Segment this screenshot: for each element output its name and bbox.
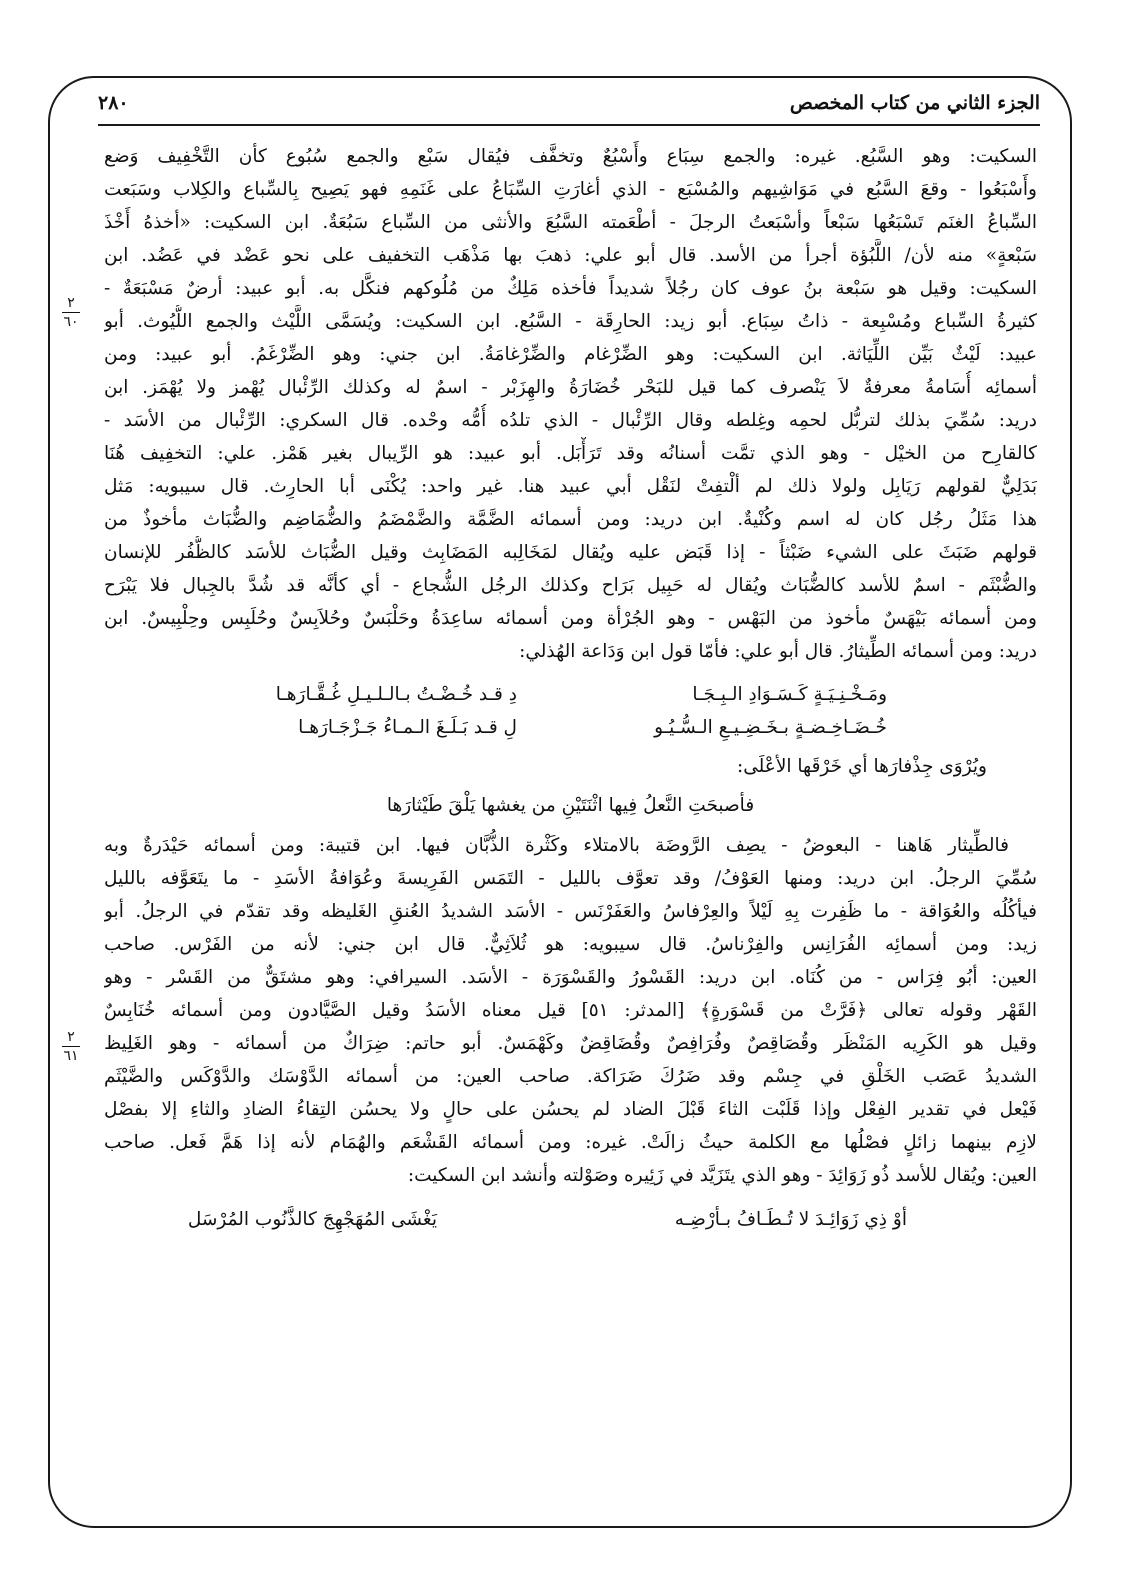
text-line: فالطِّيثار هَاهنا - البعوضُ - يصِف الرَّوضَة بالامتلاء وكَثْرة الذُّبَّان فيها. ابن قتيبة: ومن أسمائه حَيْدَرةٌ وبه [104, 835, 1009, 856]
text-line: فَيْعل في تقدير الفِعْل وإذا قَلَبْت الثاءَ قَبْلَ الضاد لم يحسُن على حالٍ ولا يحسُن التِقاءُ الضادِ والثاءِ إلا بفصْل [104, 1099, 1037, 1120]
margin-note: ٢ ٦١ [63, 1029, 79, 1064]
page-number: ٢٨٠ [98, 92, 129, 114]
text-line: زيد: ومن أسمائِه الفُرَانِس والفِرْناسُ. قال سيبويه: هو ثُلاَثِيٌّ. قال ابن جني: لأنه من الفَرْس. صاحب [104, 934, 1037, 955]
text-line: السِّباعُ الغنَم تَسْبَعُها سَبْعاً وأسْبَعتُ الرجلَ - أطْعَمته السَّبُعَ والأنثى من السِّباع سَبُعَةٌ. ابن السكيت: «أخذهُ أَخْذَ [104, 212, 1037, 233]
text-line: سُمِّيَ الرجلُ. ابن دريد: ومنها العَوْفُ/ وقد تعوَّف بالليل - التَمَس الفَرِيسةَ وعُوَافةُ الأسَدِ - ما يتَعَوَّفه بالليل [104, 868, 1037, 889]
text-line: الشديدُ عَصَب الخَلْقِ في جِسْم وقد ضَرُكَ ضَرَاكة. صاحب العين: من أسمائه الدَّوْسَك والدَّوْكَس والضَّيْثَم [104, 1066, 1037, 1087]
text-line: العين: ويُقال للأسد ذُو زَوَائِدَ - وهو الذي يتَزَيَّد في زَئِيره وصَوْلته وأنشد ابن السكيت: [407, 1165, 1037, 1186]
verse-hemistich: خُـضَـاخِـضـةٍ بـخَـضِـيـعِ الـسُّـيُـو [654, 717, 887, 738]
running-title: الجزء الثاني من كتاب المخصص [789, 92, 1040, 114]
text-line: القَهْر وقوله تعالى ﴿فَرَّتْ من قَسْوَرةٍ﴾ [المدثر: ٥١] قيل معناه الأسَدُ وقيل الصَّيَّادون ومن أسمائه خُنَابِسٌ [104, 1000, 1037, 1021]
text-line: عبيد: لَيْثٌ بَيِّن اللِّيَاثة. ابن السكيت: وهو الضِّرْغام والضِّرْغامَةُ. ابن جني: وهو الضِّرْغَمُ. أبو عبيد: ومن [104, 344, 1037, 365]
margin-note: ٢ ٦٠ [63, 295, 79, 330]
text-line: السكيت: وهو السَّبُع. غيره: والجمع سِبَاع وأَسْبُعٌ وتخفَّف فيُقال سَبْع والجمع سُبُوع كأن التَّخْفِيف وَضع [104, 146, 1037, 167]
page-header [98, 86, 1040, 126]
text-line: ويُرْوَى جِذْفارَها أي خَرْقَها الأعْلَى: [737, 756, 987, 777]
text-line: ومن أسمائه بَيْهَسٌ مأخوذ من البَهْس - وهو الجُرْأة ومن أسمائه ساعِدَةُ وحَلْبَسٌ وحُلاَبِسٌ وحُلَبِس وحِلْبِيسٌ. ابن [104, 608, 1037, 629]
page-body [104, 140, 1037, 1240]
text-line: فيأكُلُه والعُوَاقة - ما ظَفِرت بِهِ لَيْلاً والعِرْفاسُ والعَفَرْنَس - الأسَد الشديدُ العُنقِ الغَليظه وقد تقدّم في الرجلُ. أبو [104, 901, 1037, 922]
verse-hemistich: دِ قـد خُـضْـتُ بـالـلـيـلِ غُـقَّـارَهـا [275, 684, 517, 705]
text-line: سَبْعةٍ» منه لأن/ اللَّبُؤة أجرأ من الأسد. قال أبو علي: ذهبَ بها مَذْهَب التخفيف على نحو عَضْد في عَضُد. ابن [104, 245, 1037, 266]
text-line: كثيرةُ السِّباع ومُسْبِعة - ذاتُ سِبَاع. أبو زيد: الحارِقَة - السَّبُع. ابن السكيت: ويُسَمَّى اللَّيْث والجمع اللُّيُوث. أبو [104, 311, 1037, 332]
header-rule [98, 124, 1040, 126]
text-line: هذا مَثَلُ رجُل كان له اسم وكُنْيةٌ. ابن دريد: ومن أسمائه الضَّمَّة والضَّمْضَمُ والضُّمَاضِم والضُّبَاث مأخوذٌ من [104, 509, 1037, 530]
text-line: لازِم بينهما زائلٍ فصْلُها مع الكلمة حيثُ زالَتْ. غيره: ومن أسمائه القَشْعَم والهُمَام لأنه إذا هَمَّ فَعل. صاحب [104, 1132, 1037, 1153]
text-line: أسمائِه أُسَامةُ معرفةٌ لاَ يَنْصرف كما قيل للبَحْر خُضَارَةُ والهِزَبْر - اسمٌ له وكذلك الرِّئْبال يُهْمز ولا يُهْمَز. ابن [104, 377, 1037, 398]
verse-line [104, 1200, 1037, 1240]
verse-line [104, 678, 1037, 711]
text-line: دريد: ومن أسمائه الطِّيثارُ. قال أبو علي: فأمّا قول ابن وَدَاعة الهُذلي: [519, 641, 1037, 662]
verse-hemistich: أوْ ذِي زَوَائِـدَ لا تُـطَـافُ بـأرْضِـه [674, 1209, 907, 1230]
text-line: كالقارِح من الخيْل - وهو الذي تمَّت أسنانُه وقد تَرَأْبَل. أبو عبيد: هو الرِّيبال بغير هَمْز. علي: التخفِيف هُنَا [104, 443, 1037, 464]
verse-line [104, 711, 1037, 744]
text-line: السكيت: وقيل هو سَبْعة بنُ عوف كان رجُلاً شديداً فأخذه مَلِكٌ من مُلُوكهم فنكَّل به. أبو عبيد: أرضٌ مَسْبَعَةٌ - [104, 278, 1037, 299]
text-line: العين: أبُو فِرَاس - من كُنَاه. ابن دريد: القَسْورُ والقَسْوَرَة - الأسَد. السيرافي: وهو مشتَقٌّ من القَسْر - وهو [104, 967, 1037, 988]
verse-hemistich: ومَـخْـنِـيَـةٍ كَـسَـوَادِ الـبِـجَـا [692, 684, 887, 705]
text-line: وأَسْبَعُوا - وقعَ السَّبُع في مَوَاشِيهم والمُسْبَع - الذي أغارَتِ السِّبَاعُ على غَنَمِهِ فهو يَصِيح بِالسِّباع والكِلاب وسَبَعت [104, 179, 1037, 200]
text-line: قولهم ضَبَثَ على الشيء ضَبْثاً - إذا قَبَض عليه ويُقال لمَخَالِبه المَضَابِث وقيل الضُّبَاث للأسَد كالظُّفُر للإنسان [104, 542, 1037, 563]
text-line: بَدَلِيٌّ لقولهم رَيَابِل ولولا ذلك لم ألْتفِتْ لنَقْل أبي عبيد هنا. غير واحد: يُكْنَى أبا الحارِث. قال سيبويه: مَثل [104, 476, 1037, 497]
text-line: وقيل هو الكَرِيه المَنْظَر وقُصَاقِصٌ وفُرَافِصٌ وقُضَاقِضٌ وكَهْمَسٌ. أبو حاتم: ضِرَاكٌ من أسمائه - وهو الغَلِيظ [104, 1033, 1037, 1054]
verse-hemistich: لِ قـد بَـلَـغَ الـمـاءُ جَـزْجَـارَهـا [298, 717, 517, 738]
text-line: دريد: سُمِّيَ بذلك لتربُّل لحمِه وغِلطه وقال الرِّئْبال - الذي تلدُه أُمُّه وحْده. قال السكري: الرِّئْبال من الأسَد - [104, 410, 1037, 431]
text-line: والضُّبْثَم - اسمٌ للأسد كالضُّبَاث ويُقال له حَبِيل بَرَاح وكذلك الرجُل الشُّجاع - أي كأنَّه قد شُدَّ بالجِبال فلا يَبْرَح [104, 575, 1037, 596]
verse-centered: فأصبحَتِ النَّعلُ فِيها اثْنَتَيْنِ من يغشها يَلْقَ طَيْثارَها [386, 795, 755, 816]
verse-hemistich: يَغْشَى المُهَجْهِجَ كالذَّنُوب المُرْسَل [187, 1209, 437, 1230]
